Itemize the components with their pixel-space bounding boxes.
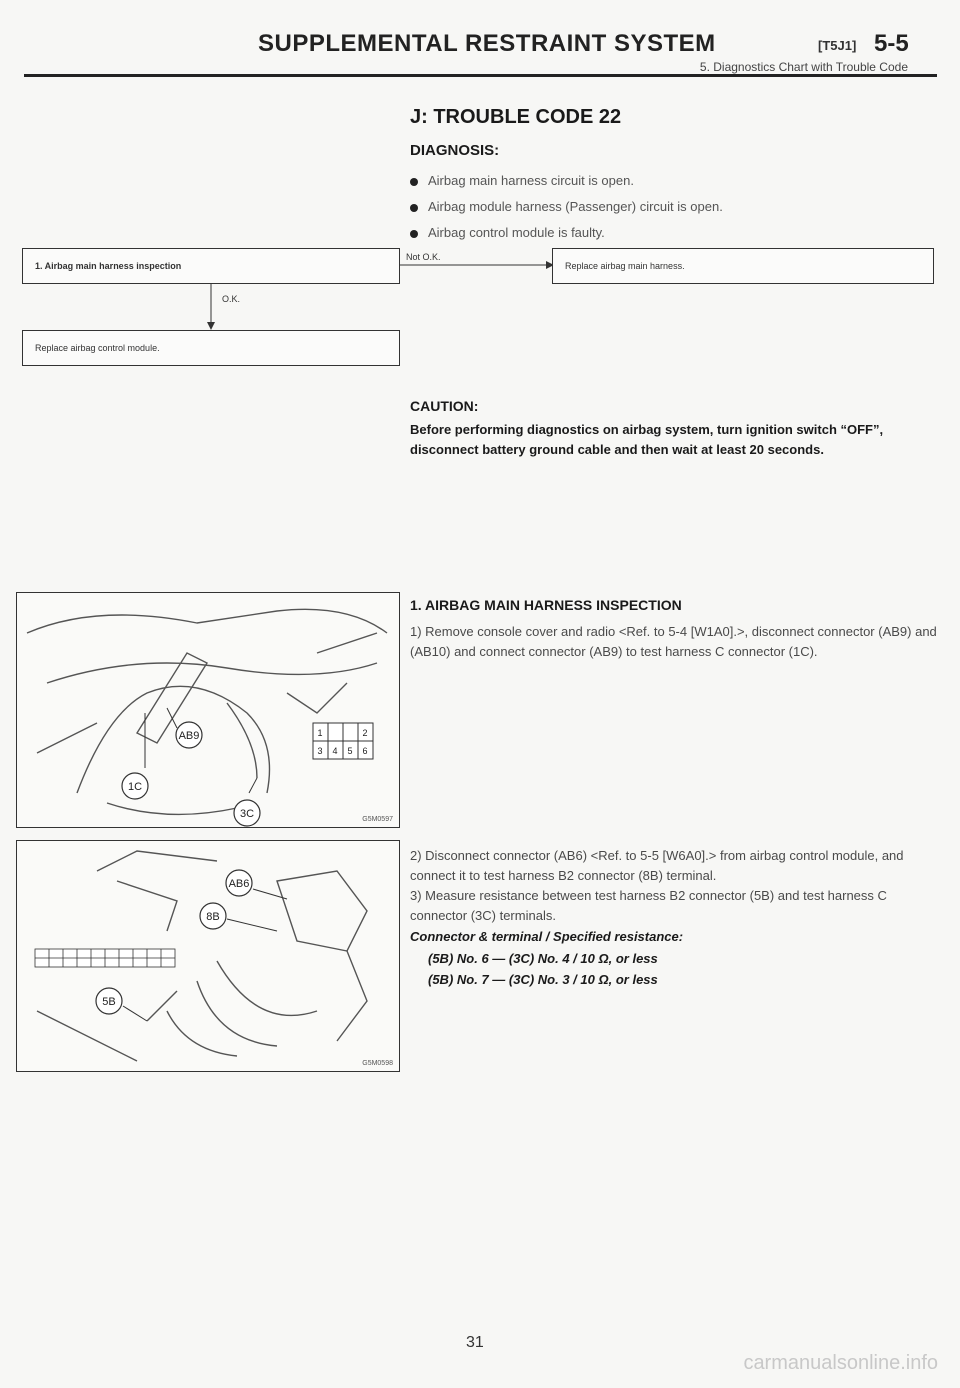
connector-pin: 4 bbox=[332, 746, 338, 756]
watermark: carmanualsonline.info bbox=[743, 1352, 938, 1374]
flow-arrow-ok bbox=[205, 284, 217, 330]
figure-label: 5B bbox=[102, 996, 116, 1008]
inspection-step-3: 3) Measure resistance between test harness B2 connector (5B) and test harness C connector (3C) terminals. bbox=[410, 888, 887, 923]
figure-console-connectors bbox=[16, 592, 400, 828]
flow-action-label: Replace airbag main harness. bbox=[565, 261, 685, 271]
diagnosis-heading: DIAGNOSIS: bbox=[410, 142, 500, 159]
figure-drawing bbox=[17, 593, 400, 828]
connector-pin: 2 bbox=[362, 728, 368, 738]
flow-action-replace-module bbox=[22, 330, 400, 366]
figure-code: G5M0597 bbox=[362, 816, 393, 823]
diagnosis-item: Airbag main harness circuit is open. bbox=[410, 170, 723, 196]
spec-line: (5B) No. 7 — (3C) No. 3 / 10 Ω, or less bbox=[428, 972, 658, 987]
figure-label: 1C bbox=[127, 781, 143, 793]
section-title: J: TROUBLE CODE 22 bbox=[410, 106, 622, 128]
connector-pin: 1 bbox=[317, 728, 323, 738]
header-page-ref: 5-5 bbox=[874, 30, 909, 57]
flow-label-not-ok: Not O.K. bbox=[406, 252, 441, 262]
header-code: [T5J1] bbox=[818, 38, 857, 53]
header-title: SUPPLEMENTAL RESTRAINT SYSTEM bbox=[258, 30, 716, 57]
header-subtitle: 5. Diagnostics Chart with Trouble Code bbox=[699, 60, 908, 74]
caution-heading: CAUTION: bbox=[410, 398, 479, 414]
inspection-heading: 1. AIRBAG MAIN HARNESS INSPECTION bbox=[410, 597, 682, 613]
diagnosis-list bbox=[410, 170, 723, 248]
inspection-step-2: 2) Disconnect connector (AB6) <Ref. to 5-5 [W6A0].> from airbag control module, and connect it to test harness B2 connector (8B) terminal. bbox=[410, 848, 904, 883]
flow-action-label: Replace airbag control module. bbox=[35, 343, 160, 353]
figure-code: G5M0598 bbox=[362, 1060, 393, 1067]
connector-pin: 6 bbox=[362, 746, 368, 756]
caution-text: Before performing diagnostics on airbag system, turn ignition switch “OFF”, disconnect battery ground cable and then wait at least 20 seconds. bbox=[410, 422, 884, 457]
header-rule bbox=[24, 74, 937, 77]
figure-label: AB6 bbox=[228, 878, 250, 890]
flow-step-label: 1. Airbag main harness inspection bbox=[35, 261, 182, 271]
figure-control-module-connectors bbox=[16, 840, 400, 1072]
figure-label: 8B bbox=[206, 911, 220, 923]
spec-heading: Connector & terminal / Specified resistance: bbox=[410, 929, 684, 944]
diagnosis-item: Airbag module harness (Passenger) circuit is open. bbox=[410, 196, 723, 222]
connector-pin: 5 bbox=[347, 746, 353, 756]
flow-label-ok: O.K. bbox=[222, 294, 241, 304]
spec-line: (5B) No. 6 — (3C) No. 4 / 10 Ω, or less bbox=[428, 951, 658, 966]
figure-drawing bbox=[17, 841, 400, 1072]
inspection-step-1: 1) Remove console cover and radio <Ref. to 5-4 [W1A0].>, disconnect connector (AB9) and (AB10) and connect connector (AB9) to test harness C connector (1C). bbox=[410, 624, 937, 659]
diagnosis-item: Airbag control module is faulty. bbox=[410, 222, 723, 248]
flow-step-inspection bbox=[22, 248, 400, 284]
figure-label: 3C bbox=[239, 808, 255, 820]
flow-action-replace-harness bbox=[552, 248, 934, 284]
page-number: 31 bbox=[466, 1334, 484, 1351]
connector-pin: 3 bbox=[317, 746, 323, 756]
figure-label: AB9 bbox=[178, 730, 200, 742]
